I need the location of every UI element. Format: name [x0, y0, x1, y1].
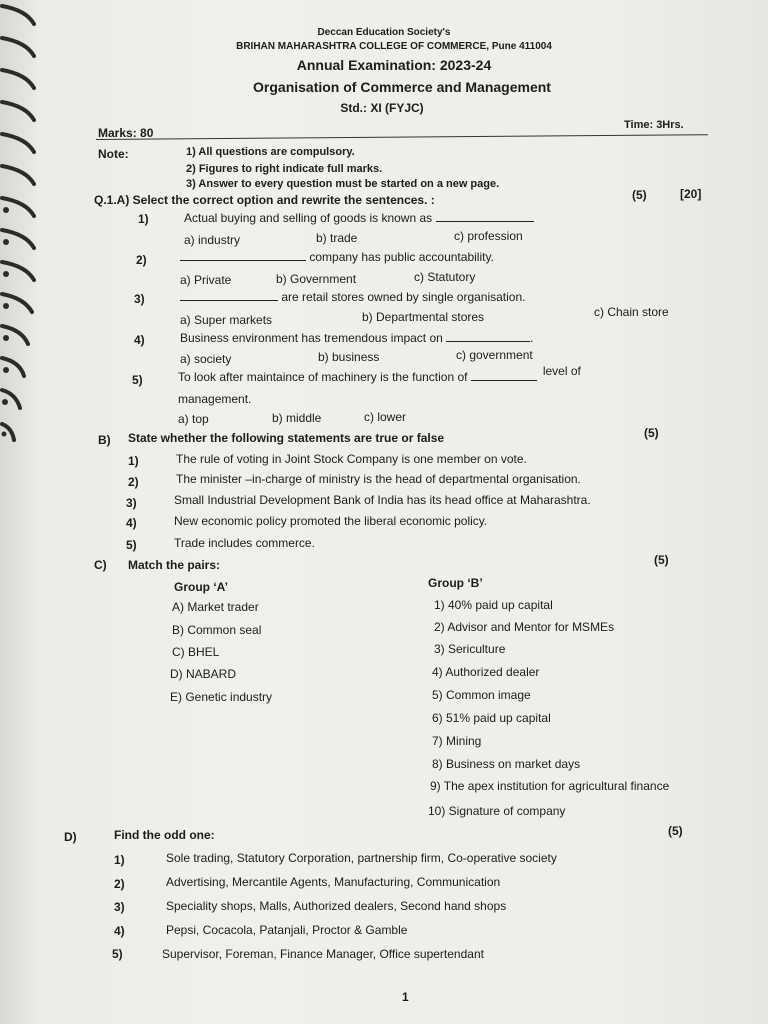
q1d-item-number: 1) [114, 853, 125, 867]
q1b-item-number: 4) [126, 516, 137, 530]
q1d-heading: Find the odd one: [114, 828, 215, 842]
q1d-letter: D) [64, 830, 77, 844]
header-rule [96, 134, 708, 140]
group-b-item: 10) Signature of company [428, 804, 566, 818]
q1a-item-number: 5) [132, 373, 143, 387]
q1a-option: b) business [318, 350, 380, 364]
q1d-item-text: Speciality shops, Malls, Authorized dealers, Second hand shops [166, 899, 507, 913]
answer-blank [436, 211, 534, 222]
q1d-marks: (5) [668, 824, 683, 838]
group-b-item: 5) Common image [432, 688, 531, 702]
q1a-item-question: Business environment has tremendous impact on . [180, 331, 534, 345]
q1b-item-number: 5) [126, 538, 137, 552]
q1a-item-question: Actual buying and selling of goods is known as [184, 210, 534, 226]
q1b-marks: (5) [644, 426, 659, 440]
q1b-item-number: 2) [128, 475, 139, 489]
group-b-item: 2) Advisor and Mentor for MSMEs [434, 620, 615, 634]
q1a-option: c) lower [364, 410, 407, 424]
q1a-option: b) Government [276, 272, 357, 286]
q1c-marks: (5) [654, 553, 669, 567]
q1b-item-number: 3) [126, 496, 137, 510]
spiral-binding [0, 0, 46, 1024]
group-a-item: A) Market trader [172, 600, 259, 614]
q1a-marks: (5) [632, 188, 647, 202]
q1a-option: a) society [180, 352, 232, 366]
q1a-option: a) Super markets [180, 313, 273, 327]
answer-blank [180, 250, 306, 261]
q1b-statement: Trade includes commerce. [174, 536, 315, 550]
time-label: Time: 3Hrs. [624, 119, 684, 131]
q1a-item-number: 1) [138, 212, 149, 226]
answer-blank [180, 290, 278, 301]
q1a-item-question: company has public accountability. [180, 249, 494, 265]
q1d-item-text: Supervisor, Foreman, Finance Manager, Office supertendant [162, 947, 484, 961]
group-a-item: E) Genetic industry [170, 690, 273, 704]
page-number: 1 [402, 990, 409, 1004]
note-item: 2) Figures to right indicate full marks. [186, 163, 383, 175]
q1b-statement: The minister –in-charge of ministry is the head of departmental organisation. [176, 472, 581, 486]
note-item: 1) All questions are compulsory. [186, 146, 355, 158]
group-b-item: 6) 51% paid up capital [432, 711, 551, 725]
group-a-item: B) Common seal [172, 623, 262, 637]
q1d-item-number: 5) [112, 947, 123, 961]
q1a-option: a) industry [184, 233, 241, 247]
group-b-item: 7) Mining [432, 734, 482, 748]
q1c-heading: Match the pairs: [128, 558, 221, 572]
group-b-title: Group ‘B’ [428, 576, 483, 590]
q1d-item-number: 3) [114, 900, 125, 914]
q1d-item-number: 2) [114, 877, 125, 891]
standard-label: Std.: XI (FYJC) [340, 101, 424, 115]
society-name: Deccan Education Society's [317, 27, 451, 38]
note-label: Note: [98, 147, 129, 161]
group-a-item: D) NABARD [170, 667, 237, 681]
subject-title: Organisation of Commerce and Management [253, 79, 551, 95]
q1b-heading: State whether the following statements are true or false [128, 431, 445, 445]
q1d-item-text: Pepsi, Cocacola, Patanjali, Proctor & Gamble [166, 923, 408, 937]
q1-total-marks: [20] [680, 187, 702, 201]
q1d-item-number: 4) [114, 924, 125, 938]
q1a-option: b) middle [272, 411, 322, 425]
q1a-option: b) trade [316, 231, 358, 245]
q1c-letter: C) [94, 558, 107, 572]
q1a-item-number: 3) [134, 292, 145, 306]
q1a-option: a) Private [180, 273, 232, 287]
group-a-item: C) BHEL [172, 645, 220, 659]
group-b-item: 4) Authorized dealer [432, 665, 540, 679]
q1a-item-number: 2) [136, 253, 147, 267]
q1b-letter: B) [98, 433, 111, 447]
group-b-item: 9) The apex institution for agricultural finance [430, 779, 670, 793]
q1a-option: c) Statutory [414, 270, 476, 284]
q1a-heading: Q.1.A) Select the correct option and rewrite the sentences. : [94, 193, 435, 207]
q1b-item-number: 1) [128, 454, 139, 468]
group-a-title: Group ‘A’ [174, 580, 228, 594]
q1a-item-question: To look after maintaince of machinery is the function of level of [178, 364, 581, 384]
q1a-option: b) Departmental stores [362, 310, 485, 324]
q1d-item-text: Advertising, Mercantile Agents, Manufacturing, Communication [166, 875, 501, 889]
q1a-option: c) Chain store [594, 305, 669, 319]
exam-title: Annual Examination: 2023-24 [296, 57, 492, 73]
q1b-statement: New economic policy promoted the liberal economic policy. [174, 514, 488, 528]
q1a-option: c) government [456, 348, 533, 362]
answer-blank [471, 370, 537, 381]
q1b-statement: Small Industrial Development Bank of India has its head office at Maharashtra. [174, 493, 591, 507]
q1b-statement: The rule of voting in Joint Stock Company is one member on vote. [176, 452, 527, 466]
q1a-option: a) top [178, 412, 209, 426]
group-b-item: 3) Sericulture [434, 642, 506, 656]
q1d-item-text: Sole trading, Statutory Corporation, partnership firm, Co-operative society [166, 851, 557, 865]
marks-label: Marks: 80 [98, 126, 154, 140]
group-b-item: 1) 40% paid up capital [434, 598, 553, 612]
q1a-option: c) profession [454, 229, 523, 243]
note-item: 3) Answer to every question must be started on a new page. [186, 178, 500, 190]
q1a-item-question: are retail stores owned by single organisation. [180, 289, 525, 305]
college-name: BRIHAN MAHARASHTRA COLLEGE OF COMMERCE, Pune 411004 [236, 41, 552, 52]
q1a-item-continuation: management. [178, 392, 252, 406]
group-b-item: 8) Business on market days [432, 757, 581, 771]
answer-blank [446, 331, 530, 342]
q1a-item-number: 4) [134, 333, 145, 347]
